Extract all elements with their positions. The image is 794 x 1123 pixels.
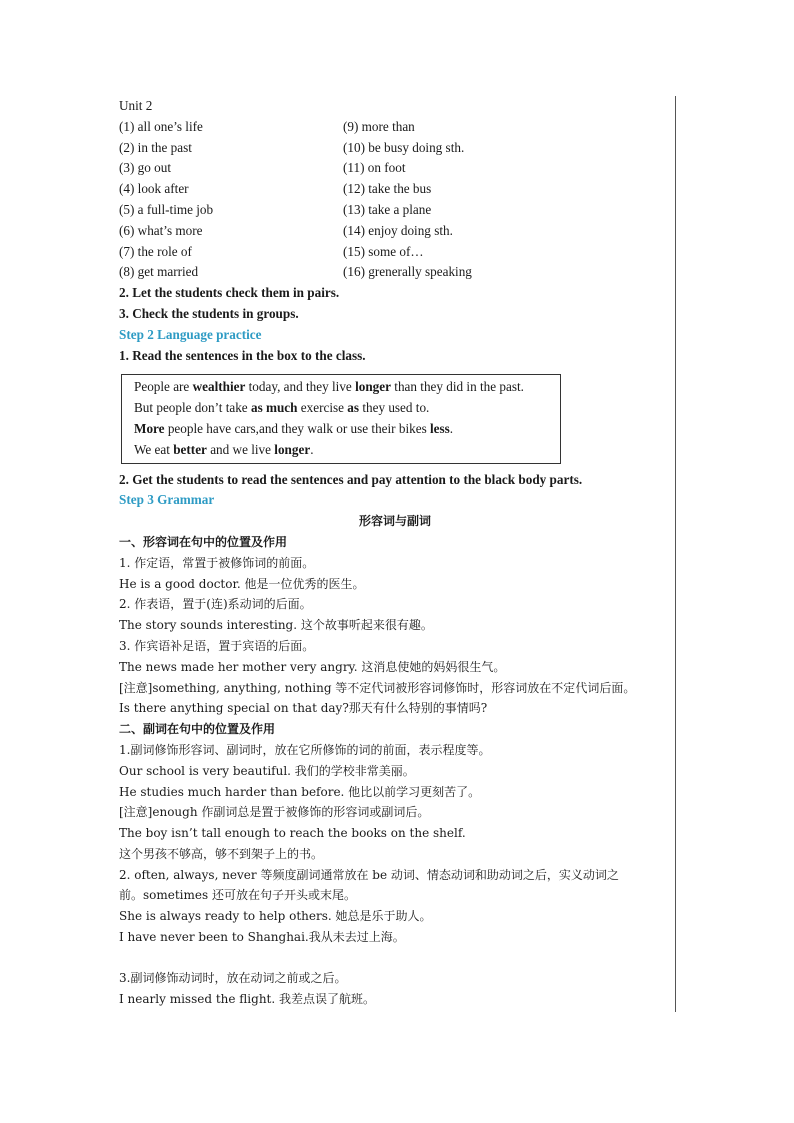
phrase-row	[119, 262, 671, 283]
phrase-right: (9) more than	[343, 118, 415, 134]
phrase-row	[119, 117, 671, 138]
right-border-line	[675, 96, 676, 1012]
box-sentence-1: People are wealthier today, and they live longer than they did in the past.	[134, 379, 524, 395]
phrase-row	[119, 200, 671, 221]
grammar-line: [注意]something, anything, nothing 等不定代词被形容词修饰时，形容词放在不定代词后面。	[119, 680, 636, 695]
phrase-right: (13) take a plane	[343, 201, 432, 217]
grammar-line: [注意]enough 作副词总是置于被修饰的形容词或副词后。	[119, 805, 430, 820]
phrase-right: (10) be busy doing sth.	[343, 139, 465, 155]
phrase-left: (8) get married	[119, 264, 199, 280]
phrase-row	[119, 221, 671, 242]
instruction-pairs: 2. Let the students check them in pairs.	[119, 285, 340, 301]
instruction-read: 1. Read the sentences in the box to the class.	[119, 347, 366, 363]
grammar-line: 3.副词修饰动词时，放在动词之前或之后。	[119, 970, 347, 985]
phrase-left: (5) a full-time job	[119, 201, 214, 217]
phrase-right: (16) grenerally speaking	[343, 264, 472, 280]
sentence-box	[121, 374, 561, 463]
instruction-groups: 3. Check the students in groups.	[119, 305, 299, 321]
spacer	[119, 948, 671, 968]
grammar-line: 3. 作宾语补足语，置于宾语的后面。	[119, 638, 315, 653]
grammar-line: 2. 作表语，置于(连)系动词的后面。	[119, 597, 312, 612]
phrase-row	[119, 242, 671, 263]
grammar-line: 这个男孩不够高，够不到架子上的书。	[119, 846, 324, 861]
grammar-line: I have never been to Shanghai.我从未去过上海。	[119, 930, 405, 945]
lesson-content	[119, 96, 671, 1009]
phrase-left: (1) all one’s life	[119, 118, 203, 134]
grammar-line: The boy isn’t tall enough to reach the books on the shelf.	[119, 826, 466, 841]
step-3-heading: Step 3 Grammar	[119, 492, 215, 508]
grammar-line: The news made her mother very angry. 这消息使她的妈妈很生气。	[119, 659, 506, 674]
grammar-line: 前。sometimes 还可放在句子开头或末尾。	[119, 888, 356, 903]
box-sentence-2: But people don’t take as much exercise as they used to.	[134, 400, 430, 416]
box-sentence-3: More people have cars,and they walk or use their bikes less.	[134, 420, 454, 436]
section-heading: 二、副词在句中的位置及作用	[119, 722, 276, 737]
grammar-title: 形容词与副词	[358, 514, 431, 529]
grammar-line: I nearly missed the flight. 我差点误了航班。	[119, 991, 376, 1006]
grammar-line: The story sounds interesting. 这个故事听起来很有趣。	[119, 618, 433, 633]
phrase-left: (6) what’s more	[119, 222, 203, 238]
grammar-line: She is always ready to help others. 她总是乐于助人。	[119, 909, 432, 924]
phrase-row	[119, 138, 671, 159]
section-heading: 一、形容词在句中的位置及作用	[119, 534, 288, 549]
grammar-line: He is a good doctor. 他是一位优秀的医生。	[119, 576, 365, 591]
grammar-line: Is there anything special on that day?那天有什么特别的事情吗?	[119, 701, 488, 716]
phrase-right: (11) on foot	[343, 160, 406, 176]
grammar-line: 1.副词修饰形容词、副词时，放在它所修饰的词的前面，表示程度等。	[119, 742, 491, 757]
grammar-line: 2. often, always, never 等频度副词通常放在 be 动词、情态动词和助动词之后，实义动词之	[119, 867, 619, 882]
phrase-left: (2) in the past	[119, 139, 192, 155]
box-sentence-4: We eat better and we live longer.	[134, 441, 314, 457]
unit-title: Unit 2	[119, 98, 153, 113]
grammar-line: 1. 作定语，常置于被修饰词的前面。	[119, 555, 315, 570]
phrase-right: (12) take the bus	[343, 181, 432, 197]
phrase-left: (7) the role of	[119, 243, 192, 259]
grammar-line: He studies much harder than before. 他比以前学习更刻苦了。	[119, 784, 481, 799]
phrase-row	[119, 179, 671, 200]
phrase-left: (4) look after	[119, 181, 189, 197]
phrase-right: (15) some of…	[343, 243, 424, 259]
phrase-row	[119, 158, 671, 179]
phrase-left: (3) go out	[119, 160, 172, 176]
step-2-heading: Step 2 Language practice	[119, 326, 262, 342]
instruction-black-parts: 2. Get the students to read the sentences and pay attention to the black body parts.	[119, 471, 583, 487]
grammar-line: Our school is very beautiful. 我们的学校非常美丽。	[119, 763, 415, 778]
phrase-right: (14) enjoy doing sth.	[343, 222, 453, 238]
